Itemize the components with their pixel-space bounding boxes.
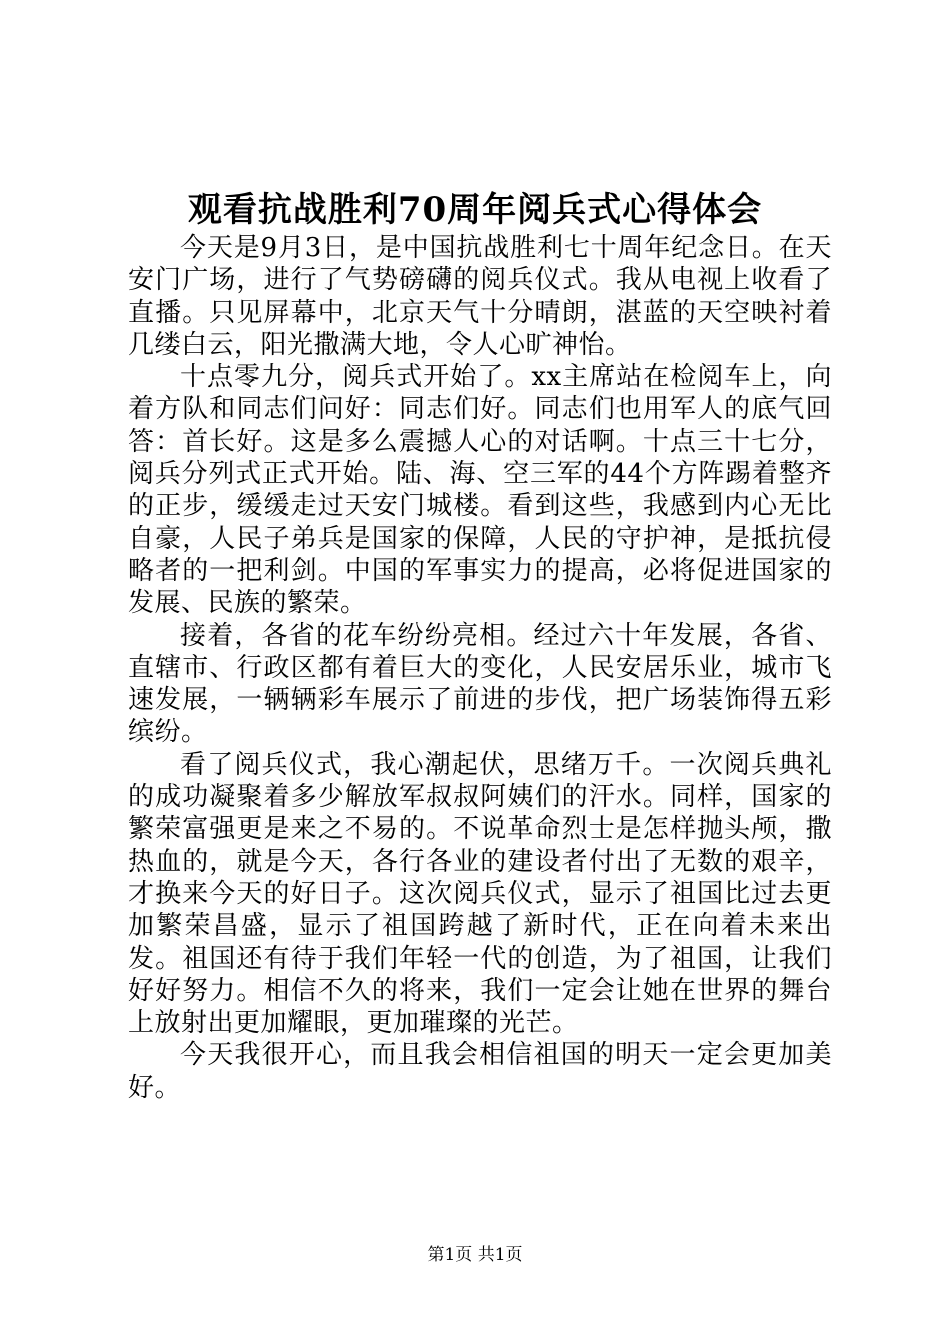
paragraph-4: 看了阅兵仪式，我心潮起伏，思绪万千。一次阅兵典礼的成功凝聚着多少解放军叔叔阿姨们的汗水。同样，国家的繁荣富强更是来之不易的。不说革命烈士是怎样抛头颅，撒热血的，就是今天，各行各业的建设者付出了无数的艰辛，才换来今天的好日子。这次阅兵仪式，显示了祖国比过去更加繁荣昌盛，显示了祖国跨越了新时代，正在向着未来出发。祖国还有待于我们年轻一代的创造，为了祖国，让我们好好努力。相信不久的将来，我们一定会让她在世界的舞台上放射出更加耀眼，更加璀璨的光芒。	[128, 749, 832, 1039]
page-number-footer: 第1页 共1页	[427, 1245, 523, 1265]
paragraph-3: 接着，各省的花车纷纷亮相。经过六十年发展，各省、直辖市、行政区都有着巨大的变化，人民安居乐业，城市飞速发展，一辆辆彩车展示了前进的步伐，把广场装饰得五彩缤纷。	[128, 620, 832, 748]
document-body	[128, 232, 832, 1104]
paragraph-2: 十点零九分，阅兵式开始了。xx主席站在检阅车上，向着方队和同志们问好：同志们好。同志们也用军人的底气回答：首长好。这是多么震撼人心的对话啊。十点三十七分，阅兵分列式正式开始。陆、海、空三军的44个方阵踢着整齐的正步，缓缓走过天安门城楼。看到这些，我感到内心无比自豪，人民子弟兵是国家的保障，人民的守护神，是抵抗侵略者的一把利剑。中国的军事实力的提高，必将促进国家的发展、民族的繁荣。	[128, 362, 832, 619]
page-title: 观看抗战胜利70周年阅兵式心得体会	[187, 190, 763, 230]
paragraph-5: 今天我很开心，而且我会相信祖国的明天一定会更加美好。	[128, 1040, 832, 1103]
paragraph-1: 今天是9月3日，是中国抗战胜利七十周年纪念日。在天安门广场，进行了气势磅礴的阅兵仪式。我从电视上收看了直播。只见屏幕中，北京天气十分晴朗，湛蓝的天空映衬着几缕白云，阳光撒满大地，令人心旷神怡。	[128, 233, 832, 360]
